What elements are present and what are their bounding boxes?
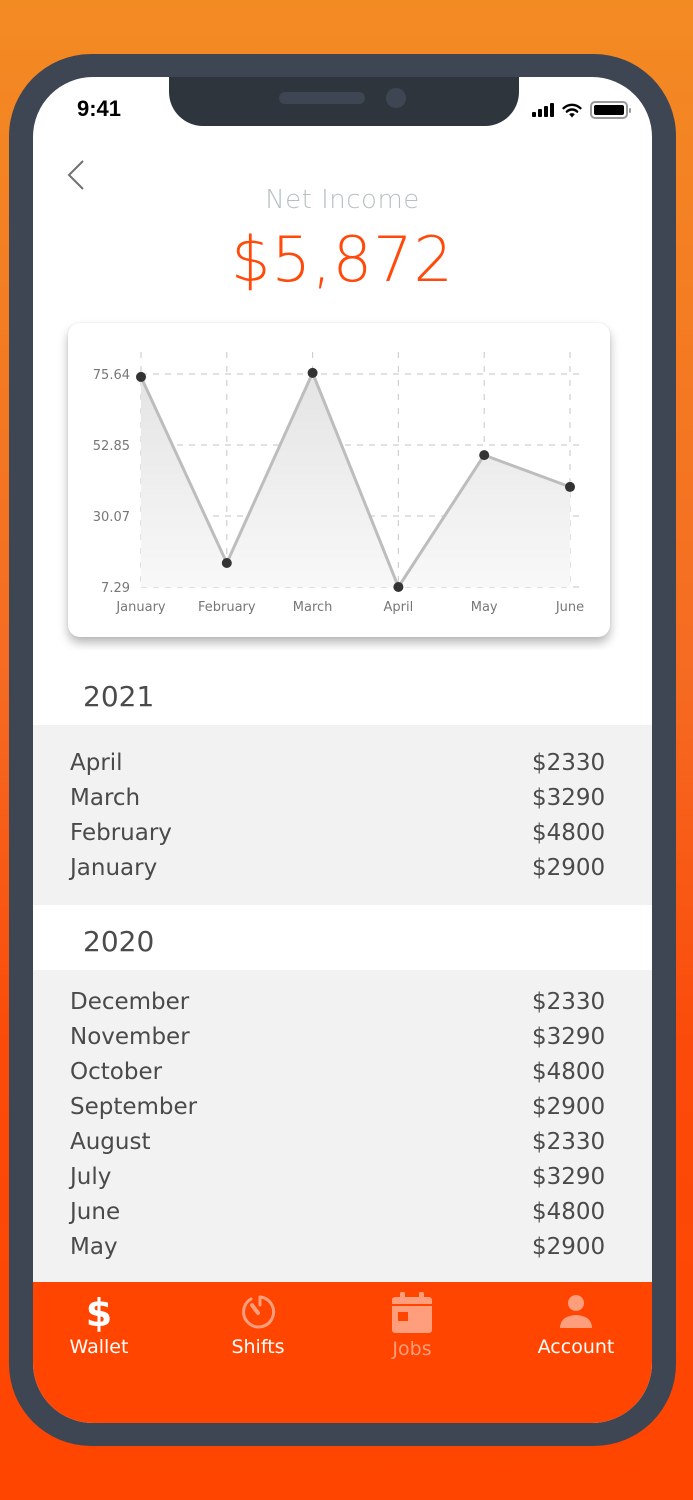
list-item[interactable]	[70, 1159, 610, 1194]
speaker-grille	[279, 92, 365, 104]
year-label: 2020	[83, 925, 155, 958]
list-item[interactable]	[70, 1124, 610, 1159]
phone-frame	[9, 54, 676, 1446]
month-amount: $2330	[532, 1128, 606, 1155]
month-name: November	[70, 1023, 190, 1050]
year-header-2020	[33, 905, 652, 970]
tab-label: Shifts	[231, 1336, 285, 1358]
month-amount: $4800	[532, 1058, 606, 1085]
stopwatch-icon	[238, 1292, 278, 1332]
dollar-icon	[85, 1292, 113, 1332]
page-title: Net Income	[265, 185, 420, 215]
svg-text:52.85: 52.85	[92, 439, 130, 455]
calendar-icon	[389, 1292, 435, 1334]
month-name: March	[70, 784, 141, 811]
list-item[interactable]	[70, 815, 610, 850]
list-item[interactable]	[70, 1054, 610, 1089]
tab-account[interactable]	[516, 1292, 636, 1358]
income-chart-card	[68, 323, 610, 637]
month-name: June	[70, 1198, 121, 1225]
cellular-signal-icon	[532, 103, 554, 117]
month-name: February	[70, 819, 172, 846]
month-amount: $3290	[532, 1163, 606, 1190]
net-income-amount: $5,872	[231, 223, 454, 296]
month-name: July	[70, 1163, 112, 1190]
month-amount: $4800	[532, 819, 606, 846]
month-amount: $3290	[532, 784, 606, 811]
list-item[interactable]	[70, 984, 610, 1019]
month-list-2021	[33, 725, 652, 905]
month-name: December	[70, 988, 190, 1015]
device-notch	[169, 77, 519, 126]
list-item[interactable]	[70, 1089, 610, 1124]
tab-label: Jobs	[392, 1338, 432, 1360]
tab-jobs[interactable]	[352, 1292, 472, 1360]
svg-text:April: April	[383, 600, 414, 615]
svg-text:February: February	[197, 600, 256, 615]
income-line-chart	[68, 323, 610, 637]
svg-text:7.29: 7.29	[101, 581, 130, 596]
month-list-2020	[33, 970, 652, 1282]
battery-icon	[590, 101, 628, 119]
month-name: October	[70, 1058, 163, 1085]
svg-text:$: $	[85, 1292, 113, 1332]
list-item[interactable]	[70, 745, 610, 780]
svg-text:May: May	[470, 600, 498, 615]
list-item[interactable]	[70, 1229, 610, 1264]
year-header-2021	[33, 650, 652, 725]
month-amount: $3290	[532, 1023, 606, 1050]
user-icon	[556, 1292, 596, 1332]
status-icons	[532, 101, 628, 119]
wifi-icon	[562, 103, 582, 118]
month-name: September	[70, 1093, 198, 1120]
front-camera	[386, 88, 406, 108]
app-screen	[33, 77, 652, 1423]
month-name: May	[70, 1233, 118, 1260]
tab-shifts[interactable]	[198, 1292, 318, 1358]
list-item[interactable]	[70, 1019, 610, 1054]
month-name: August	[70, 1128, 151, 1155]
status-time: 9:41	[77, 96, 122, 121]
month-name: January	[70, 854, 158, 881]
list-item[interactable]	[70, 1194, 610, 1229]
y-axis-ticks	[93, 368, 130, 596]
list-item[interactable]	[70, 850, 610, 885]
tab-wallet[interactable]	[39, 1292, 159, 1358]
svg-text:January: January	[116, 600, 166, 615]
list-item[interactable]	[70, 780, 610, 815]
month-amount: $2330	[532, 749, 606, 776]
month-amount: $2330	[532, 988, 606, 1015]
bottom-tab-bar	[33, 1282, 652, 1423]
svg-text:March: March	[292, 600, 333, 615]
svg-text:30.07: 30.07	[92, 510, 130, 526]
month-amount: $2900	[532, 1233, 606, 1260]
month-amount: $4800	[532, 1198, 606, 1225]
month-name: April	[70, 749, 123, 776]
x-axis-ticks	[115, 600, 584, 615]
month-amount: $2900	[532, 1093, 606, 1120]
chart-area	[141, 373, 570, 587]
month-amount: $2900	[532, 854, 606, 881]
tab-label: Account	[537, 1336, 615, 1358]
year-label: 2021	[83, 680, 155, 713]
svg-text:75.64: 75.64	[92, 368, 130, 383]
tab-label: Wallet	[69, 1336, 129, 1358]
svg-text:June: June	[555, 600, 585, 615]
